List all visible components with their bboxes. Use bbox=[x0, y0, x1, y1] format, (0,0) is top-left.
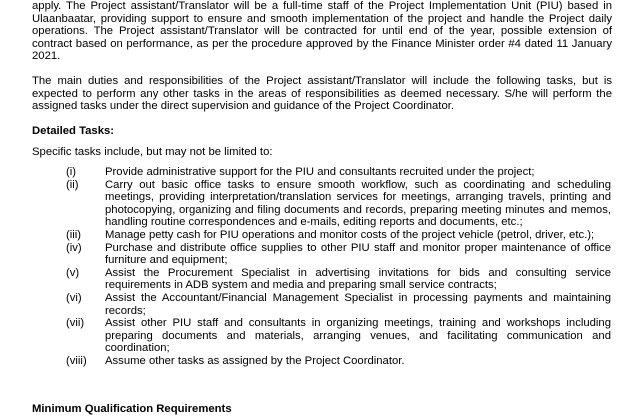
task-list bbox=[0, 166, 630, 368]
task-item bbox=[0, 292, 630, 317]
task-number: (ii) bbox=[66, 178, 79, 191]
task-number: (vii) bbox=[66, 317, 85, 330]
task-text: Purchase and distribute office supplies to other PIU staff and monitor proper maintenance of office furniture and equipment; bbox=[105, 241, 611, 267]
task-text: Assist the Procurement Specialist in advertising invitations for bids and consulting service requirements in ADB system and media and preparing small service contracts; bbox=[105, 266, 611, 292]
task-text: Assist the Accountant/Financial Management Specialist in processing payments and maintaining records; bbox=[105, 291, 611, 317]
tasks-intro: Specific tasks include, but may not be limited to: bbox=[32, 146, 273, 158]
task-item bbox=[0, 267, 630, 292]
task-text: Provide administrative support for the PIU and consultants recruited under the project; bbox=[105, 166, 535, 178]
task-number: (iii) bbox=[66, 228, 82, 241]
task-item bbox=[0, 229, 630, 242]
paragraph-duties-overview: The main duties and responsibilities of the Project assistant/Translator will include the following tasks, but is expected to perform any other tasks in the areas of responsibilities as deemed necessary. S/he will perform the assigned tasks under the direct supervision and guidance of the Project Coordinator. bbox=[32, 75, 612, 113]
min-qualification-heading: Minimum Qualification Requirements bbox=[32, 403, 232, 415]
task-number: (v) bbox=[66, 266, 80, 279]
task-text: Assist other PIU staff and consultants in organizing meetings, training and workshops including preparing documents and materials, arranging venues, and facilitating communication and coordination; bbox=[105, 317, 611, 355]
task-number: (iv) bbox=[66, 241, 82, 254]
detailed-tasks-heading: Detailed Tasks: bbox=[32, 125, 115, 137]
task-item bbox=[0, 166, 630, 179]
task-number: (i) bbox=[66, 166, 77, 178]
task-item bbox=[0, 179, 630, 229]
task-number: (vi) bbox=[66, 291, 82, 304]
task-text: Carry out basic office tasks to ensure smooth workflow, such as coordinating and scheduling meetings, providing interpretation/translation services for meetings, arranging travels, printing and photocopying, organizing and filing documents and records, preparing meeting minutes and memos, handling routine correspondences and e-mails, editing reports and documents, etc.; bbox=[105, 178, 611, 229]
task-item bbox=[0, 317, 630, 355]
task-text: Assume other tasks as assigned by the Project Coordinator. bbox=[105, 354, 405, 367]
task-item bbox=[0, 242, 630, 267]
task-item bbox=[0, 355, 630, 368]
task-number: (viii) bbox=[66, 354, 87, 367]
paragraph-position-overview: apply. The Project assistant/Translator will be a full-time staff of the Project Implementation Unit (PIU) based in Ulaanbaatar, providing support to ensure and smooth implementation of the project and handle the Project daily operations. The Project assistant/Translator will be contracted for until end of the year, possible extension of contract based on performance, as per the procedure approved by the Finance Minister order #4 dated 11 January 2021. bbox=[32, 0, 612, 63]
task-text: Manage petty cash for PIU operations and monitor costs of the project vehicle (petrol, driver, etc.); bbox=[105, 228, 595, 241]
